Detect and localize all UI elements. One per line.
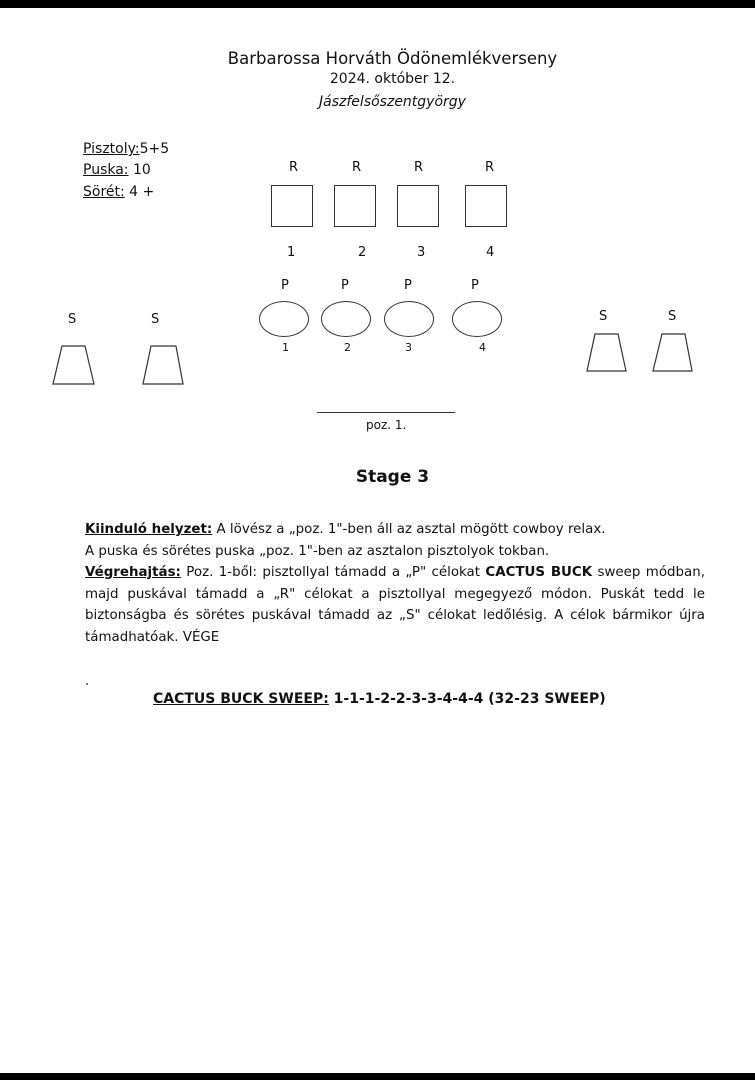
pistol-target-number-3: 3 [405, 341, 412, 354]
rifle-target-letter-1: R [289, 160, 299, 175]
stray-dot [86, 683, 88, 685]
bottom-border [0, 1073, 755, 1080]
position-line [317, 412, 455, 413]
pistol-target-number-1: 1 [282, 341, 289, 354]
shotgun-target-1 [53, 346, 94, 384]
ammo-pistol-key: Pisztoly: [83, 141, 140, 157]
start-text-1: A lövész a „poz. 1"-ben áll az asztal mögött cowboy relax. [212, 522, 606, 537]
rifle-target-number-4: 4 [486, 245, 495, 260]
shotgun-target-letter-2: S [151, 312, 160, 327]
document-date: 2024. október 12. [329, 71, 456, 87]
rifle-target-letter-2: R [352, 160, 362, 175]
document-location: Jászfelsőszentgyörgy [319, 94, 466, 110]
shotgun-target-2 [143, 346, 183, 384]
execution-text-a: Poz. 1-ből: pisztollyal támadd a „P" célokat [180, 565, 486, 580]
sweep-line [153, 691, 606, 707]
execution-label: Végrehajtás: [85, 565, 181, 580]
stage-description [85, 519, 705, 648]
pistol-target-letter-3: P [404, 278, 412, 293]
pistol-target-number-4: 4 [479, 341, 486, 354]
rifle-target-number-1: 1 [287, 245, 296, 260]
shotgun-target-letter-3: S [599, 309, 608, 324]
rifle-target-letter-4: R [485, 160, 495, 175]
top-border [0, 0, 755, 8]
rifle-target-number-2: 2 [358, 245, 367, 260]
document-page [0, 8, 755, 1073]
execution-text-b: sweep módban, majd puskával támadd a „R" célokat a pisztollyal megegyező módon. Puskát tedd le biztonságba és sörétes puskával támadd az „S" célokat ledőlésig. A célok bármikor újra támadhatóak. VÉGE [85, 565, 705, 645]
shotgun-target-3 [587, 334, 626, 371]
pistol-target-letter-1: P [281, 278, 289, 293]
ammo-pistol-value: 5+5 [139, 141, 170, 157]
pistol-target-letter-4: P [471, 278, 479, 293]
shotgun-target-letter-1: S [68, 312, 77, 327]
shotgun-target-letter-4: S [668, 309, 677, 324]
execution-bold: CACTUS BUCK [485, 565, 593, 580]
ammo-rifle-value: 10 [128, 162, 151, 178]
ammo-rifle-key: Puska: [83, 162, 129, 178]
stage-title: Stage 3 [355, 467, 430, 487]
rifle-target-letter-3: R [414, 160, 424, 175]
ammo-shotgun-value: 4 + [124, 184, 155, 200]
position-label: poz. 1. [366, 418, 407, 432]
pistol-target-number-2: 2 [344, 341, 351, 354]
sweep-sequence: 1-1-1-2-2-3-3-4-4-4 (32-23 SWEEP) [328, 691, 606, 707]
start-label: Kiinduló helyzet: [85, 522, 213, 537]
shotgun-target-4 [653, 334, 692, 371]
document-title: Barbarossa Horváth Ödönemlékverseny [227, 49, 558, 68]
start-line-2: A puska és sörétes puska „poz. 1"-ben az asztalon pisztolyok tokban. [85, 543, 550, 559]
execution-paragraph [85, 562, 705, 648]
start-line-1 [85, 519, 705, 541]
ammo-shotgun-key: Sörét: [83, 184, 125, 200]
sweep-label: CACTUS BUCK SWEEP: [153, 691, 329, 707]
pistol-target-letter-2: P [341, 278, 349, 293]
rifle-target-number-3: 3 [417, 245, 426, 260]
